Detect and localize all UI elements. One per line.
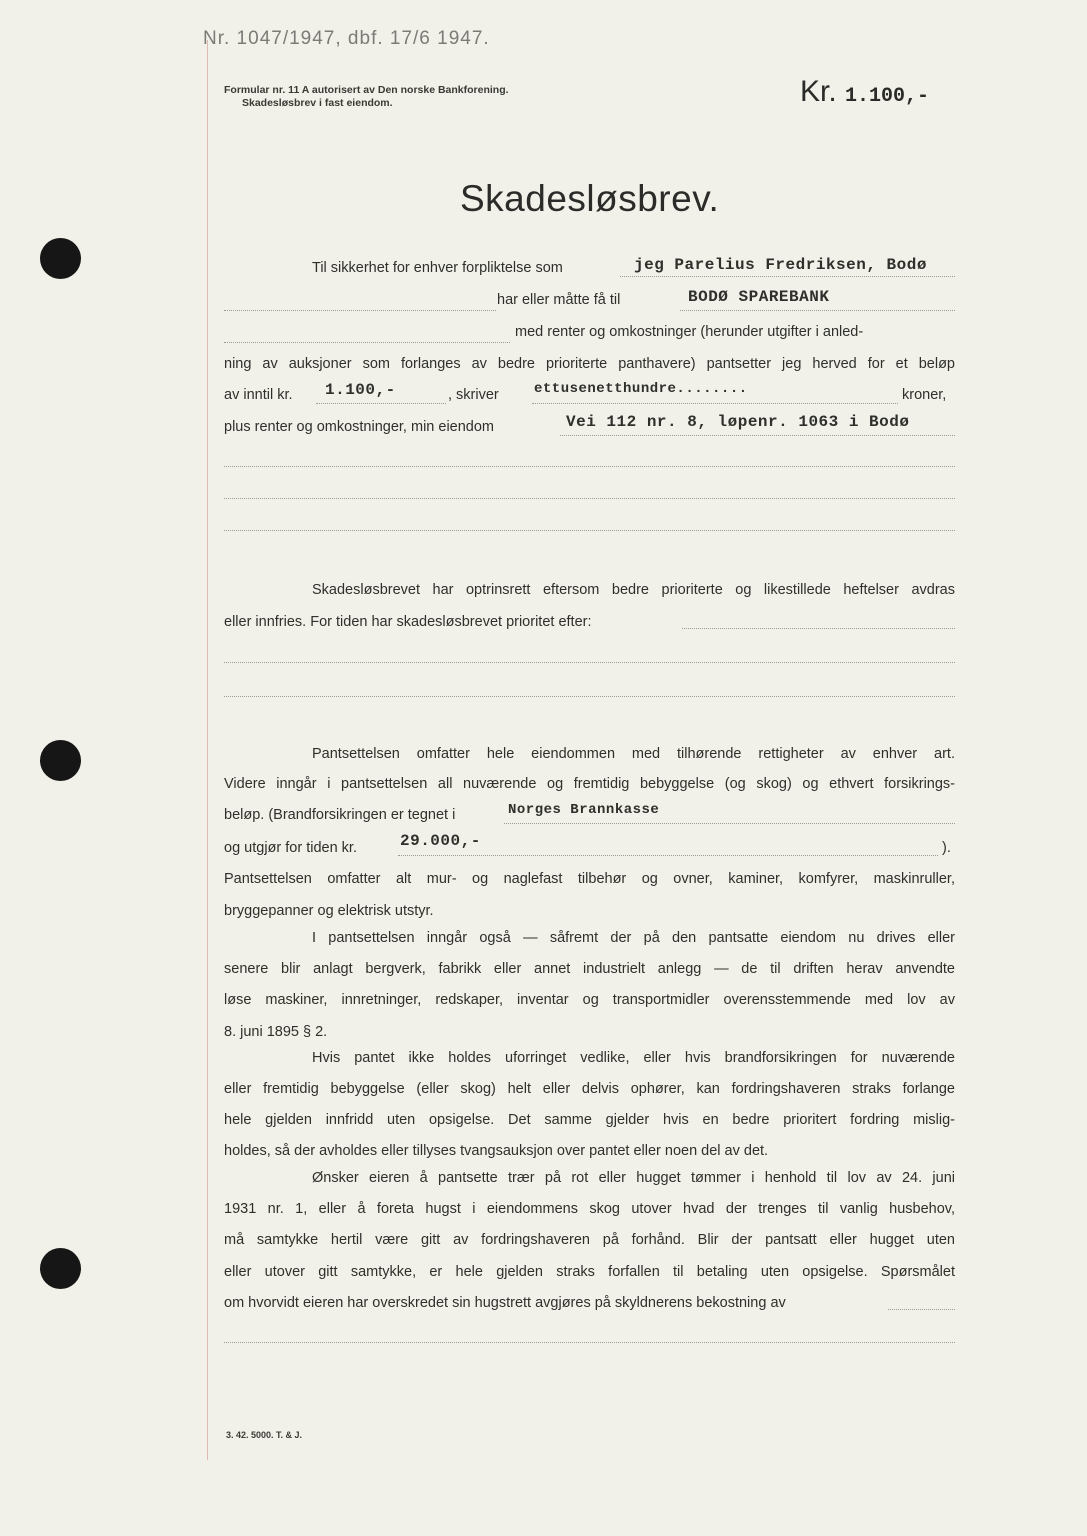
scope-line-2: Videre inngår i pantsettelsen all nuværende og fremtidig bebyggelse (og skog) og ethvert forsikrings-	[224, 776, 955, 792]
timber-line-2: 1931 nr. 1, eller å foreta hugst i eiendommens skog utover hvad der trenges til vanlig husbehov,	[224, 1201, 955, 1217]
intro-line-5-b: , skriver	[448, 387, 499, 403]
property-dots	[560, 435, 955, 436]
intro-line-2-label: har eller måtte få til	[497, 292, 621, 308]
amount-header	[800, 75, 929, 109]
intro-line-5-c: kroner,	[902, 387, 947, 403]
creditor-dots	[680, 310, 955, 311]
intro-line-5-a: av inntil kr.	[224, 387, 293, 403]
property-description: Vei 112 nr. 8, løpenr. 1063 i Bodø	[566, 413, 910, 431]
scope-line-4-end: ).	[942, 840, 951, 856]
scope-line-1: Pantsettelsen omfatter hele eiendommen med tilhørende rettigheter av enhver art.	[312, 746, 955, 762]
amount-in-words: ettusenetthundre........	[534, 381, 748, 397]
punch-hole-top	[40, 238, 81, 279]
form-reference	[224, 84, 509, 110]
timber-line-3: må samtykke hertil være gitt av fordringshaveren på forhånd. Blir der pantsatt eller hugget uten	[224, 1232, 955, 1248]
insured-amount-dots	[398, 855, 938, 856]
creditor-name: BODØ SPAREBANK	[688, 288, 830, 306]
intro-line-1-label: Til sikkerhet for enhver forpliktelse som	[312, 260, 563, 276]
document-title: Skadesløsbrev.	[460, 178, 720, 219]
scope-line-6: bryggepanner og elektrisk utstyr.	[224, 903, 434, 919]
blank-line-3	[224, 530, 955, 531]
registration-number: Nr. 1047/1947, dbf. 17/6 1947.	[203, 28, 490, 49]
timber-blank	[224, 1342, 955, 1343]
timber-line-4: eller utover gitt samtykke, er hele gjelden straks forfallen til betaling uten opsigelse. Spørsmålet	[224, 1264, 955, 1280]
intro-line-3: med renter og omkostninger (herunder utgifter i anled-	[515, 324, 864, 340]
priority-line-2: eller innfries. For tiden har skadesløsbrevet prioritet efter:	[224, 614, 592, 630]
form-reference-line-2: Skadesløsbrev i fast eiendom.	[242, 97, 393, 109]
scope-line-4: og utgjør for tiden kr.	[224, 840, 357, 856]
priority-line-1: Skadesløsbrevet har optrinsrett eftersom bedre prioriterte og likestillede heftelser avdras	[312, 582, 955, 598]
blank-line-2	[224, 498, 955, 499]
maintenance-line-1: Hvis pantet ikke holdes uforringet vedlike, eller hvis brandforsikringen for nuværende	[312, 1050, 955, 1066]
insurer-name: Norges Brannkasse	[508, 802, 660, 818]
industry-line-1: I pantsettelsen inngår også — såfremt der på den pantsatte eiendom nu drives eller	[312, 930, 955, 946]
blank-line-1	[224, 466, 955, 467]
priority-blank-2	[224, 696, 955, 697]
maintenance-line-3: hele gjelden innfridd uten opsigelse. Det samme gjelder hvis en bedre prioritert fordring mislig-	[224, 1112, 955, 1128]
intro-line-3-dots	[224, 342, 510, 343]
amount-words-dots	[532, 403, 898, 404]
scope-line-3: beløp. (Brandforsikringen er tegnet i	[224, 807, 456, 823]
maintenance-line-4: holdes, så der avholdes eller tillyses tvangsauksjon over pantet eller noen del av det.	[224, 1143, 769, 1159]
intro-line-4: ning av auksjoner som forlanges av bedre prioriterte panthavere) pantsetter jeg herved for et beløp	[224, 356, 955, 372]
timber-dots	[888, 1309, 955, 1310]
priority-dots	[682, 628, 955, 629]
form-reference-line-1: Formular nr. 11 A autorisert av Den norske Bankforening.	[224, 84, 509, 96]
scope-line-5: Pantsettelsen omfatter alt mur- og naglefast tilbehør og ovner, kaminer, komfyrer, maskinruller,	[224, 871, 955, 887]
timber-line-5: om hvorvidt eieren har overskredet sin hugstrett avgjøres på skyldnerens bekostning av	[224, 1295, 786, 1311]
debtor-name: jeg Parelius Fredriksen, Bodø	[634, 256, 927, 274]
intro-line-6-label: plus renter og omkostninger, min eiendom	[224, 419, 495, 435]
loan-amount-dots	[316, 403, 446, 404]
maintenance-line-2: eller fremtidig bebyggelse (eller skog) helt eller delvis ophører, kan fordringshaveren straks forlange	[224, 1081, 955, 1097]
debtor-dots	[620, 276, 955, 277]
kr-amount: 1.100,-	[845, 85, 930, 108]
industry-line-4: 8. juni 1895 § 2.	[224, 1024, 328, 1040]
kr-label: Kr.	[800, 75, 837, 108]
insured-amount: 29.000,-	[400, 832, 481, 850]
intro-line-2-dots	[224, 310, 496, 311]
industry-line-3: løse maskiner, innretninger, redskaper, inventar og transportmidler overensstemmende med lov av	[224, 992, 955, 1008]
punch-hole-bottom	[40, 1248, 81, 1289]
margin-line	[207, 40, 208, 1460]
print-reference: 3. 42. 5000. T. & J.	[226, 1430, 303, 1440]
industry-line-2: senere blir anlagt bergverk, fabrikk eller annet industrielt anlegg — de til driften herav anvendte	[224, 961, 955, 977]
priority-blank-1	[224, 662, 955, 663]
punch-hole-middle	[40, 740, 81, 781]
intro-line-1	[312, 260, 563, 276]
loan-amount: 1.100,-	[325, 381, 396, 399]
insurer-dots	[504, 823, 955, 824]
timber-line-1: Ønsker eieren å pantsette trær på rot eller hugget tømmer i henhold til lov av 24. juni	[312, 1170, 955, 1186]
